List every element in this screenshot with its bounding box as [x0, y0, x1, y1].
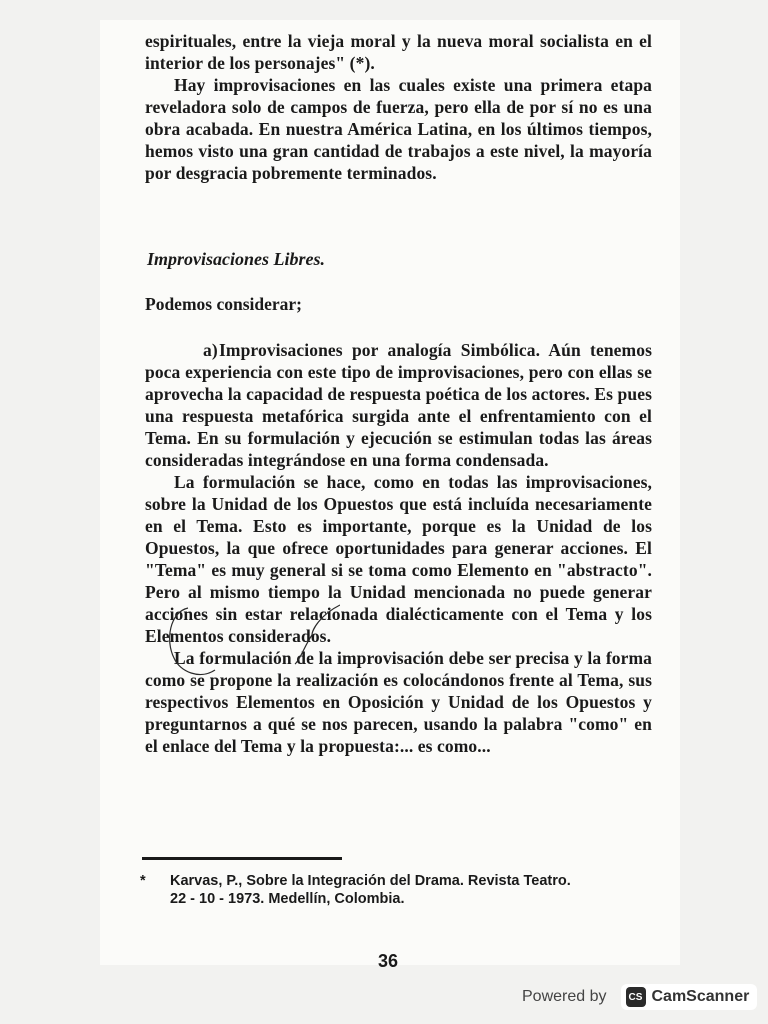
paragraph-continued: espirituales, entre la vieja moral y la nueva moral socialista en el interior de los personajes" (*). [145, 31, 652, 73]
camscanner-watermark [522, 982, 757, 1012]
paragraph-improvisaciones: Hay improvisaciones en las cuales existe una primera etapa reveladora solo de campos de fuerza, pero ella de por sí no es una obra acabada. En nuestra América Latina, en los últimos tiempos, hemos visto una gran cantidad de trabajos a este nivel, la mayoría por desgracia pobremente terminados. [145, 75, 652, 183]
pen-annotation-mark [140, 600, 340, 690]
footnote [140, 872, 660, 908]
page-number: 36 [378, 951, 399, 967]
paragraph-formulacion: La formulación se hace, como en todas las improvisaciones, sobre la Unidad de los Opuestos que está incluída necesariamente en el Tema. Esto es importante, porque es la Unidad de los Opuestos, la que ofrece oportunidades para generar acciones. El "Tema" es muy general si se toma como Elemento en "abstracto". Pero al mismo tiempo la Unidad mencionada no puede generar acciones sin estar relacionada dialécticamente con el Tema y los Elementos considerados. [145, 472, 652, 646]
footnote-marker: * [140, 873, 146, 889]
opening-paragraphs [145, 30, 652, 184]
list-item-a [145, 339, 652, 471]
list-item-label: a) [203, 340, 218, 360]
paragraph-precisa: La formulación de la improvisación debe ser precisa y la forma como se propone la realización es colocándonos frente al Tema, sus respectivos Elementos en Oposición y Unidad de los Opuestos y preguntarnos a qué se nos parecen, usando la palabra "como" en el enlace del Tema y la propuesta:... es como... [145, 648, 652, 756]
camscanner-badge [621, 984, 758, 1010]
footnote-line-1: Karvas, P., Sobre la Integración del Drama. Revista Teatro. [170, 873, 571, 889]
camscanner-logo-icon: CS [626, 987, 646, 1007]
section-heading: Improvisaciones Libres. [147, 249, 325, 269]
powered-by-label: Powered by [522, 988, 607, 1005]
main-section [145, 339, 652, 757]
list-item-text: Improvisaciones por analogía Simbólica. Aún tenemos poca experiencia con este tipo de improvisaciones, pero con ellas se aprovecha la capacidad de respuesta poética de los actores. Es pues una respuesta metafórica surgida ante el enfrentamiento con el Tema. En su formulación y ejecución se estimulan todas las áreas consideradas integrándose en una forma condensada. [145, 340, 652, 470]
footnote-line-2: 22 - 10 - 1973. Medellín, Colombia. [170, 891, 405, 907]
intro-line: Podemos considerar; [145, 294, 302, 314]
footnote-divider [142, 857, 342, 860]
camscanner-brand-name: CamScanner [651, 988, 750, 1005]
